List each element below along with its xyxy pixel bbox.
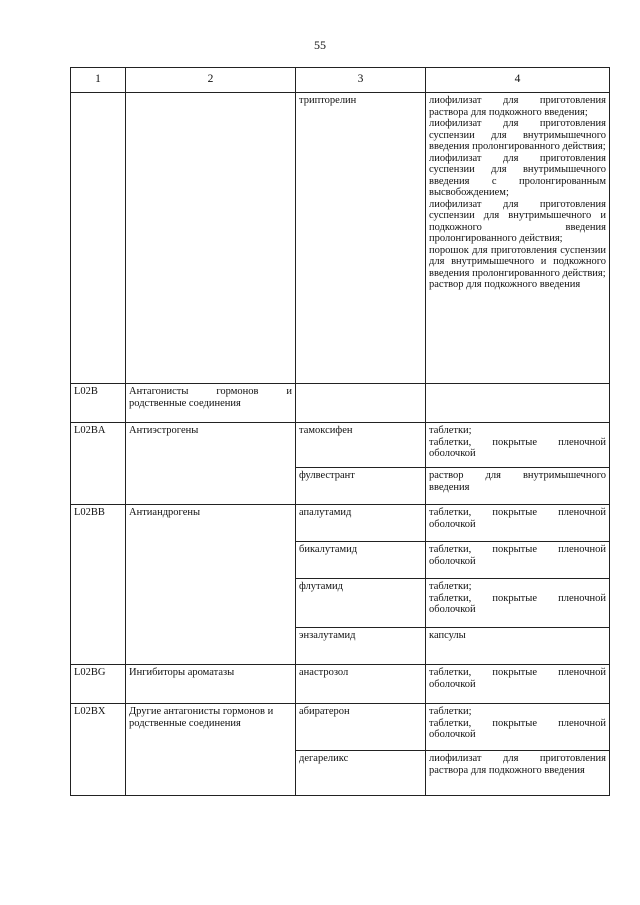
code-cell: [71, 93, 126, 384]
forms-cell: [426, 665, 610, 704]
drug-cell: анастрозол: [296, 665, 426, 704]
form-item: таблетки, покрытые пленочной оболочкой: [429, 436, 606, 459]
table-row: [71, 505, 610, 542]
forms-cell: [426, 579, 610, 628]
forms-cell: [426, 628, 610, 665]
drug-cell: бикалутамид: [296, 542, 426, 579]
drug-cell: фулвестрант: [296, 468, 426, 505]
form-item: таблетки, покрытые пленочной оболочкой: [429, 667, 606, 690]
forms-cell: [426, 93, 610, 384]
forms-cell: [426, 468, 610, 505]
page-number: 55: [314, 38, 326, 52]
form-item: таблетки, покрытые пленочной оболочкой: [429, 717, 606, 740]
group-cell: Ингибиторы ароматазы: [126, 665, 296, 704]
header-cell-2: 2: [126, 68, 296, 93]
drug-cell: трипторелин: [296, 93, 426, 384]
table-row: [71, 384, 610, 423]
header-cell-3: 3: [296, 68, 426, 93]
form-item: порошок для приготовления суспензии для внутримышечного и подкожного введения пролонгированного действия;: [429, 244, 606, 279]
group-cell: Другие антагонисты гормонов и родственные соединения: [126, 704, 296, 796]
table-row: [71, 423, 610, 468]
form-item: лиофилизат для приготовления суспензии для внутримышечного и подкожного введения пролонгированного действия;: [429, 198, 606, 244]
form-item: лиофилизат для приготовления раствора для подкожного введения: [429, 753, 606, 776]
group-cell: [126, 93, 296, 384]
drug-cell: апалутамид: [296, 505, 426, 542]
drug-cell: тамоксифен: [296, 423, 426, 468]
forms-cell: [426, 751, 610, 796]
drug-cell: флутамид: [296, 579, 426, 628]
forms-cell: [426, 704, 610, 751]
form-item: капсулы: [429, 630, 466, 641]
code-cell: L02B: [71, 384, 126, 423]
form-item: таблетки;: [429, 706, 472, 717]
form-item: лиофилизат для приготовления суспензии для внутримышечного введения пролонгированного действия;: [429, 118, 606, 152]
group-cell: Антиандрогены: [126, 505, 296, 665]
header-cell-4: 4: [426, 68, 610, 93]
forms-cell: [426, 423, 610, 468]
table-row: [71, 665, 610, 704]
group-cell: Антагонисты гормонов и родственные соединения: [126, 384, 296, 423]
code-cell: L02BX: [71, 704, 126, 796]
form-item: лиофилизат для приготовления раствора для подкожного введения;: [429, 95, 606, 118]
table-row: [71, 93, 610, 384]
drug-cell: дегареликс: [296, 751, 426, 796]
code-cell: L02BG: [71, 665, 126, 704]
drug-cell: абиратерон: [296, 704, 426, 751]
table-row: [71, 704, 610, 751]
form-item: таблетки, покрытые пленочной оболочкой: [429, 592, 606, 615]
drug-cell: [296, 384, 426, 423]
form-item: лиофилизат для приготовления суспензии для внутримышечного введения с пролонгированным высвобождением;: [429, 152, 606, 198]
code-cell: L02BB: [71, 505, 126, 665]
drug-table: [70, 67, 610, 796]
forms-cell: [426, 505, 610, 542]
form-item: раствор для внутримышечного введения: [429, 470, 606, 493]
form-item: таблетки, покрытые пленочной оболочкой: [429, 544, 606, 567]
form-item: таблетки;: [429, 581, 472, 592]
group-cell: Антиэстрогены: [126, 423, 296, 505]
form-item: раствор для подкожного введения: [429, 279, 581, 290]
forms-cell: [426, 384, 610, 423]
form-item: таблетки, покрытые пленочной оболочкой: [429, 507, 606, 530]
form-item: таблетки;: [429, 425, 472, 436]
forms-cell: [426, 542, 610, 579]
header-cell-1: 1: [71, 68, 126, 93]
header-row: [71, 68, 610, 93]
code-cell: L02BA: [71, 423, 126, 505]
drug-cell: энзалутамид: [296, 628, 426, 665]
